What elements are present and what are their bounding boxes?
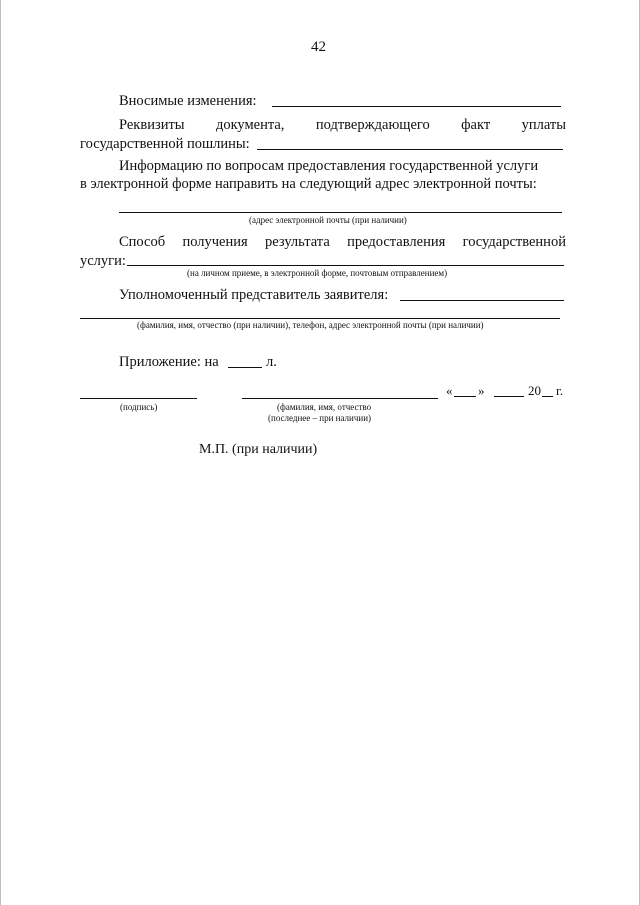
requisites-word: подтверждающего xyxy=(315,117,430,133)
stamp-text: М.П. (при наличии) xyxy=(199,442,318,457)
signature-caption: (подпись) xyxy=(120,402,158,412)
representative-blank-line-2 xyxy=(80,318,560,319)
method-word: результата xyxy=(265,234,330,250)
method-word: Способ xyxy=(119,234,166,250)
method-word: государственной xyxy=(462,234,566,250)
date-year-blank xyxy=(542,396,553,397)
date-quote-close: » xyxy=(478,383,485,398)
page-number: 42 xyxy=(311,39,326,55)
date-day-blank xyxy=(454,396,476,397)
requisites-line-1 xyxy=(119,116,566,134)
representative-label: Уполномоченный представитель заявителя: xyxy=(119,287,389,303)
date-year-prefix: 20 xyxy=(528,383,541,398)
representative-caption: (фамилия, имя, отчество (при наличии), телефон, адрес электронной почты (при наличии) xyxy=(137,320,484,330)
info-line-1: Информацию по вопросам предоставления государственной услуги xyxy=(119,158,539,174)
requisites-line-2: государственной пошлины: xyxy=(80,136,250,152)
email-caption: (адрес электронной почты (при наличии) xyxy=(249,215,407,225)
requisites-word: документа, xyxy=(215,117,285,133)
signature-blank-line xyxy=(80,398,197,399)
method-word: получения xyxy=(182,234,248,250)
attachment-suffix: л. xyxy=(266,354,277,370)
changes-label: Вносимые изменения: xyxy=(119,93,257,109)
attachment-blank-line xyxy=(228,367,262,368)
date-quote-open: « xyxy=(446,383,453,398)
method-line-2: услуги: xyxy=(80,253,126,269)
requisites-word: Реквизиты xyxy=(119,117,185,133)
requisites-blank-line xyxy=(257,149,563,150)
name-caption-line-2: (последнее – при наличии) xyxy=(268,413,372,423)
requisites-word: факт xyxy=(461,117,491,133)
method-line-1 xyxy=(119,233,566,251)
method-word: предоставления xyxy=(347,234,446,250)
method-blank-line xyxy=(127,265,564,266)
method-caption: (на личном приеме, в электронной форме, почтовым отправлением) xyxy=(187,268,448,278)
date-year-suffix: г. xyxy=(556,383,564,398)
name-blank-line xyxy=(242,398,438,399)
requisites-word: уплаты xyxy=(521,117,566,133)
date-month-blank xyxy=(494,396,524,397)
representative-blank-line xyxy=(400,300,564,301)
info-line-2: в электронной форме направить на следующий адрес электронной почты: xyxy=(80,176,537,192)
page-left-edge xyxy=(0,0,1,905)
email-blank-line xyxy=(119,212,562,213)
changes-blank-line xyxy=(272,106,561,107)
name-caption-line-1: (фамилия, имя, отчество xyxy=(277,402,372,412)
attachment-label: Приложение: на xyxy=(119,354,219,370)
